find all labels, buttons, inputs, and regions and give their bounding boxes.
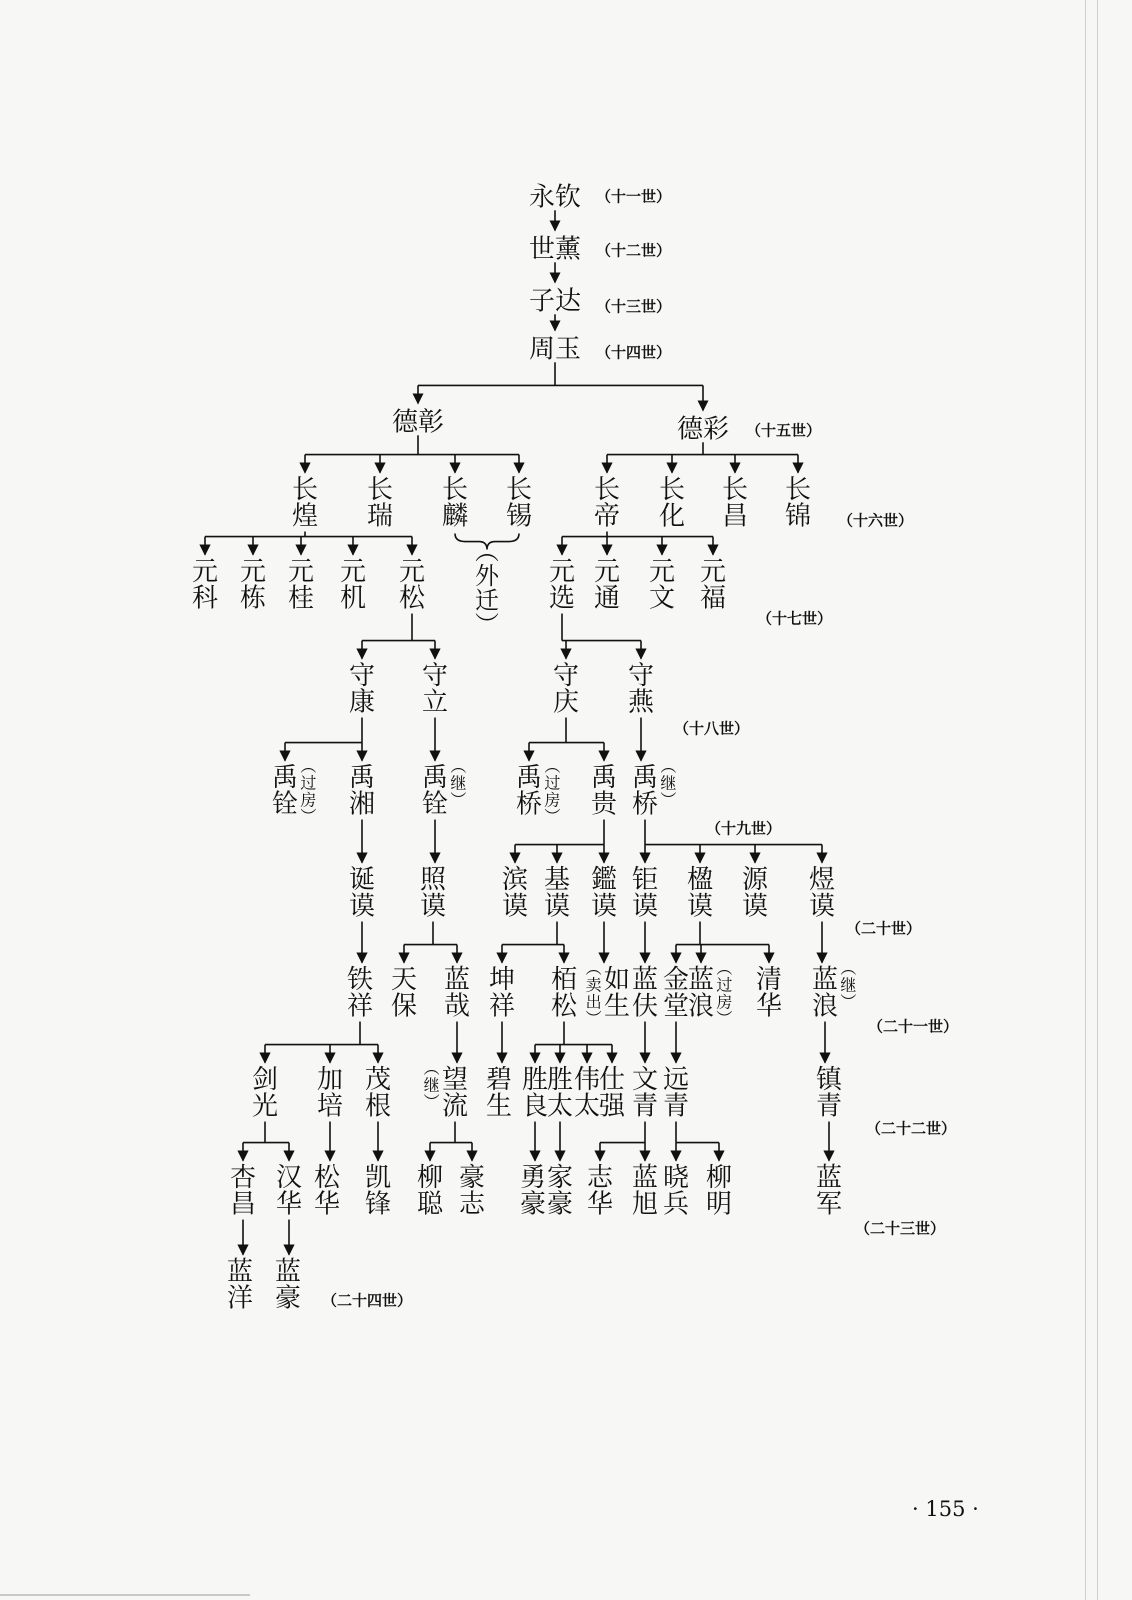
person-name: 镇青: [815, 1065, 843, 1122]
person-node: [399, 557, 426, 614]
person-name: 蓝军: [815, 1163, 843, 1220]
person-node: [459, 1163, 486, 1220]
lineage-edge: [562, 532, 713, 555]
lineage-edge: [305, 435, 519, 472]
person-name: 金堂: [662, 965, 690, 1022]
person-node: [392, 407, 444, 437]
person-name: 长锡: [505, 475, 533, 532]
person-name: 楹谟: [686, 865, 714, 922]
person-node: [340, 557, 366, 614]
lineage-edge: [607, 442, 798, 472]
person-node: [663, 1065, 689, 1122]
person-node: [632, 965, 658, 1022]
lineage-edge: [430, 1122, 472, 1161]
person-node: [367, 475, 393, 532]
person-name: 守康: [348, 661, 376, 718]
person-name: 煜谟: [808, 865, 836, 922]
person-node: [628, 661, 655, 718]
person-node: [599, 1065, 626, 1122]
generation-label: （二十三世）: [855, 1219, 946, 1238]
person-name: 蓝豪: [274, 1257, 302, 1314]
person-name: 照谟: [419, 865, 447, 922]
person-node: [632, 757, 676, 820]
person-node: [586, 959, 630, 1028]
person-name: 周玉: [528, 334, 582, 365]
person-node: [722, 475, 748, 532]
person-node: [706, 1163, 732, 1220]
generation-label: （十二世）: [596, 241, 672, 260]
person-name: 子达: [528, 286, 582, 317]
person-node: [192, 557, 218, 614]
lineage-edge: [205, 532, 412, 555]
person-node: [252, 1065, 278, 1122]
lineage-edge: [676, 1122, 719, 1161]
lineage-edge: [265, 1022, 378, 1063]
person-node: [529, 334, 581, 364]
person-node: [591, 763, 619, 820]
person-node: [547, 1163, 573, 1220]
person-node: [677, 414, 729, 444]
person-name: 柳明: [705, 1163, 733, 1220]
person-note: ︵过房︶: [716, 958, 733, 1029]
person-name: 如生: [603, 965, 631, 1022]
person-node: [544, 865, 570, 922]
person-name: 滨谟: [501, 865, 529, 922]
person-name: 长瑞: [366, 475, 394, 532]
person-node: [816, 1065, 844, 1122]
person-name: 胜太: [546, 1065, 574, 1122]
person-node: [391, 965, 417, 1022]
generation-label: （十三世）: [596, 297, 672, 316]
person-node: [700, 557, 726, 614]
person-name: 凯锋: [364, 1163, 392, 1220]
person-name: 栢松: [550, 965, 578, 1022]
person-name: 守立: [421, 661, 449, 718]
lineage-edge: [418, 362, 703, 410]
person-name: 剑光: [251, 1065, 279, 1122]
person-node: [591, 865, 617, 922]
person-node: [442, 475, 468, 532]
person-node: [506, 475, 532, 532]
person-name: 汉华: [275, 1163, 303, 1220]
person-node: [240, 557, 267, 614]
person-node: [587, 1163, 614, 1220]
person-name: 仕强: [598, 1065, 626, 1122]
person-node: [227, 1257, 253, 1314]
person-node: [574, 1065, 600, 1122]
person-node: [529, 234, 581, 264]
person-name: 长锦: [784, 475, 812, 532]
person-name: 永钦: [528, 182, 582, 213]
person-name: 蓝浪: [811, 965, 839, 1022]
person-name: 守庆: [552, 661, 580, 718]
person-node: [547, 1065, 573, 1122]
person-name: 茂根: [364, 1065, 392, 1122]
generation-label: （二十世）: [846, 919, 922, 938]
person-node: [444, 965, 470, 1022]
person-node: [292, 475, 318, 532]
person-node: [649, 557, 675, 614]
person-name: 清华: [755, 965, 783, 1022]
generation-label: （十四世）: [596, 343, 672, 362]
person-node: [742, 865, 769, 922]
person-node: [365, 1065, 391, 1122]
person-name: 文青: [631, 1065, 659, 1122]
person-name: 元文: [648, 557, 676, 614]
person-name: 蓝哉: [443, 965, 471, 1022]
person-name: 德彰: [391, 407, 445, 438]
person-node: [417, 1163, 444, 1220]
emigration-brace: [455, 534, 519, 639]
person-node: [529, 286, 581, 316]
person-name: 禹贵: [590, 763, 618, 820]
person-node: [529, 182, 581, 212]
person-name: 元松: [398, 557, 426, 614]
person-node: [632, 865, 658, 922]
person-name: 加培: [316, 1065, 344, 1122]
person-node: [365, 1163, 391, 1220]
person-note: ︵继︶: [840, 958, 857, 1012]
person-node: [486, 1065, 512, 1122]
person-node: [756, 965, 782, 1022]
person-name: 长麟: [441, 475, 469, 532]
person-note: ︵继︶: [660, 756, 677, 810]
person-node: [809, 865, 835, 922]
person-name: 柳聪: [416, 1163, 444, 1220]
generation-label: （二十四世）: [322, 1291, 413, 1310]
person-node: [688, 959, 732, 1028]
person-name: 碧生: [485, 1065, 513, 1122]
person-name: 家豪: [546, 1163, 574, 1220]
person-name: 禹铨: [271, 763, 299, 820]
person-name: 元机: [339, 557, 367, 614]
person-name: 元福: [699, 557, 727, 614]
person-node: [349, 865, 375, 922]
lineage-edge: [243, 1122, 289, 1161]
person-name: 豪志: [458, 1163, 486, 1220]
generation-label: （十六世）: [838, 511, 914, 530]
person-node: [275, 1257, 301, 1314]
person-node: [687, 865, 713, 922]
generation-label: （十七世）: [757, 609, 833, 628]
person-name: 长煌: [291, 475, 319, 532]
person-name: 远青: [662, 1065, 690, 1122]
person-node: [663, 965, 689, 1022]
person-node: [785, 475, 811, 532]
person-node: [272, 757, 316, 826]
person-node: [317, 1065, 343, 1122]
person-name: 铁祥: [346, 965, 374, 1022]
tree-nodes: [192, 182, 856, 1313]
person-name: 长化: [658, 475, 686, 532]
person-node: [522, 1065, 548, 1122]
person-name: 钜谟: [631, 865, 659, 922]
person-node: [516, 757, 560, 826]
person-name: 晓兵: [662, 1163, 690, 1220]
person-name: 志华: [586, 1163, 614, 1220]
person-node: [594, 475, 620, 532]
lineage-edge: [529, 718, 604, 761]
person-name: 勇豪: [519, 1163, 547, 1220]
person-node: [420, 865, 447, 922]
person-name: 蓝浪: [687, 965, 715, 1022]
person-name: 禹湘: [348, 763, 376, 820]
generation-labels: [322, 187, 958, 1309]
person-name: 胜良: [521, 1065, 549, 1122]
person-name: 元选: [548, 557, 576, 614]
person-name: 守燕: [627, 661, 655, 718]
generation-label: （十九世）: [706, 819, 782, 838]
person-name: 世薰: [528, 234, 582, 265]
person-name: 源谟: [741, 865, 769, 922]
person-node: [812, 959, 856, 1022]
person-name: 德彩: [676, 414, 730, 445]
person-node: [489, 965, 515, 1022]
generation-label: （二十二世）: [866, 1119, 957, 1138]
person-name: 元通: [593, 557, 621, 614]
person-node: [502, 865, 528, 922]
person-name: 松华: [313, 1163, 341, 1220]
person-node: [347, 965, 373, 1022]
person-name: 基谟: [543, 865, 571, 922]
person-node: [659, 475, 685, 532]
person-node: [422, 757, 466, 820]
person-node: [276, 1163, 302, 1220]
person-node: [549, 557, 575, 614]
person-node: [594, 557, 620, 614]
person-name: 元桂: [287, 557, 315, 614]
person-node: [551, 965, 578, 1022]
person-note: ︵过房︶: [300, 756, 317, 827]
generation-label: （十八世）: [674, 719, 750, 738]
person-node: [632, 1065, 658, 1122]
person-name: 鑑谟: [590, 865, 618, 922]
person-note: ︵卖出︶: [585, 958, 602, 1029]
person-name: 伟太: [573, 1065, 601, 1122]
person-name: 元栋: [239, 557, 267, 614]
lineage-edge: [676, 922, 769, 963]
person-node: [349, 661, 375, 718]
person-name: 天保: [390, 965, 418, 1022]
person-node: [816, 1163, 842, 1220]
person-node: [424, 1059, 468, 1122]
lineage-edge: [362, 614, 435, 659]
lineage-edge: [404, 922, 457, 963]
person-node: [520, 1163, 546, 1220]
person-name: 禹桥: [631, 763, 659, 820]
person-name: 元科: [191, 557, 219, 614]
person-name: 蓝伕: [631, 965, 659, 1022]
person-node: [288, 557, 314, 614]
person-name: 坤祥: [488, 965, 516, 1022]
person-node: [349, 763, 375, 820]
person-name: 蓝洋: [226, 1257, 254, 1314]
lineage-edge: [600, 1122, 645, 1161]
person-name: 禹铨: [421, 763, 449, 820]
person-note: ︵继︶: [423, 1058, 440, 1112]
lineage-edge: [502, 922, 564, 963]
person-name: 诞谟: [348, 865, 376, 922]
page-number: · 155 ·: [912, 1497, 979, 1521]
person-note: ︵继︶: [450, 756, 467, 810]
person-node: [553, 661, 579, 718]
person-name: 长昌: [721, 475, 749, 532]
generation-label: （二十一世）: [868, 1017, 959, 1036]
person-name: 望流: [441, 1065, 469, 1122]
generation-label: （十五世）: [746, 421, 822, 440]
person-node: [663, 1163, 689, 1220]
lineage-edge: [562, 614, 641, 659]
person-name: 禹桥: [515, 763, 543, 820]
person-node: [632, 1163, 658, 1220]
person-node: [314, 1163, 341, 1220]
person-note: ︵过房︶: [544, 756, 561, 827]
generation-label: （十一世）: [596, 187, 672, 206]
emigration-note: ︵外迁︶: [475, 537, 499, 639]
person-name: 杏昌: [229, 1163, 257, 1220]
person-node: [422, 661, 448, 718]
lineage-edge: [285, 718, 362, 761]
person-name: 长帝: [593, 475, 621, 532]
person-name: 蓝旭: [631, 1163, 659, 1220]
person-node: [230, 1163, 256, 1220]
